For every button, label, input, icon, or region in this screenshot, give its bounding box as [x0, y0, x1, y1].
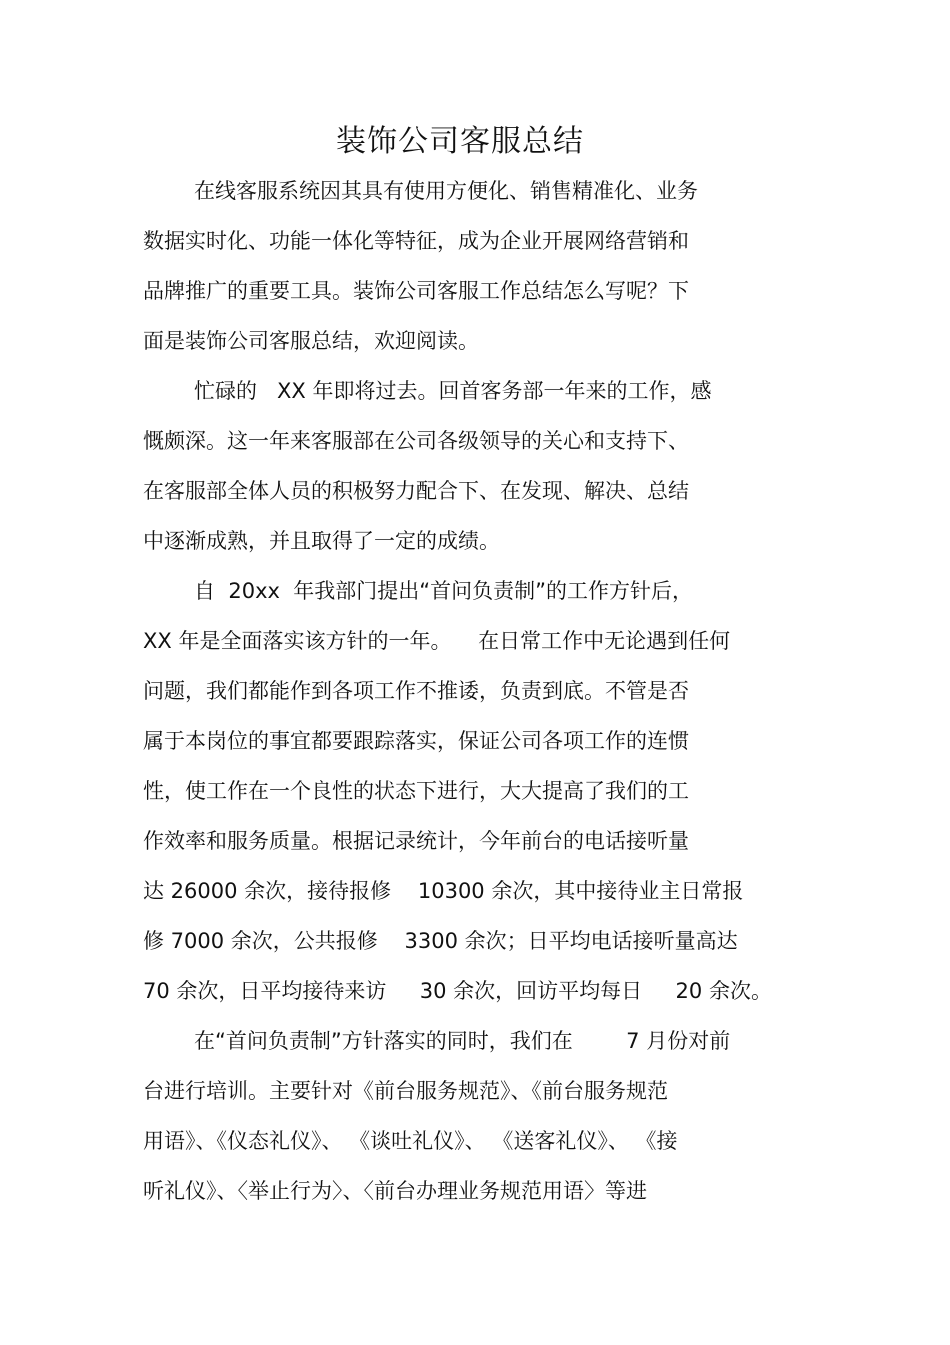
paragraph-2-line-1: 忙碌的 XX 年即将过去。回首客务部一年来的工作，感 [194, 379, 712, 403]
paragraph-3-line-4: 属于本岗位的事宜都要跟踪落实，保证公司各项工作的连惯 [143, 729, 689, 753]
paragraph-4-line-3: 用语》、《仪态礼仪》、 《谈吐礼仪》、 《送客礼仪》、 《接 [143, 1129, 678, 1153]
paragraph-4-line-2: 台进行培训。主要针对《前台服务规范》、《前台服务规范 [143, 1079, 668, 1103]
paragraph-3-line-6: 作效率和服务质量。根据记录统计，今年前台的电话接听量 [143, 829, 689, 853]
document-title: 装饰公司客服总结 [336, 124, 584, 159]
paragraph-1-line-1: 在线客服系统因其具有使用方便化、销售精准化、业务 [194, 179, 698, 203]
paragraph-1-line-3: 品牌推广的重要工具。装饰公司客服工作总结怎么写呢？下 [143, 279, 689, 303]
paragraph-4-line-4: 听礼仪》、〈举止行为〉、〈前台办理业务规范用语〉等进 [143, 1179, 647, 1203]
paragraph-3-line-7: 达 26000 余次，接待报修 10300 余次，其中接待业主日常报 [143, 879, 744, 903]
paragraph-1-line-4: 面是装饰公司客服总结，欢迎阅读。 [143, 329, 479, 353]
paragraph-3-line-9: 70 余次，日平均接待来访 30 余次，回访平均每日 20 余次。 [143, 979, 772, 1003]
paragraph-2-line-4: 中逐渐成熟，并且取得了一定的成绩。 [143, 529, 500, 553]
paragraph-2-line-3: 在客服部全体人员的积极努力配合下、在发现、解决、总结 [143, 479, 689, 503]
paragraph-1-line-2: 数据实时化、功能一体化等特征，成为企业开展网络营销和 [143, 229, 689, 253]
paragraph-3-line-8: 修 7000 余次，公共报修 3300 余次；日平均电话接听量高达 [143, 929, 738, 953]
paragraph-4-line-1: 在“首问负责制”方针落实的同时，我们在 7 月份对前 [194, 1029, 731, 1053]
paragraph-2-line-2: 慨颇深。这一年来客服部在公司各级领导的关心和支持下、 [143, 429, 689, 453]
paragraph-3-line-3: 问题，我们都能作到各项工作不推诿，负责到底。不管是否 [143, 679, 689, 703]
paragraph-3-line-5: 性，使工作在一个良性的状态下进行，大大提高了我们的工 [143, 779, 689, 803]
paragraph-3-line-2: XX 年是全面落实该方针的一年。 在日常工作中无论遇到任何 [143, 629, 731, 653]
paragraph-3-line-1: 自 20xx 年我部门提出“首问负责制”的工作方针后， [194, 579, 694, 603]
